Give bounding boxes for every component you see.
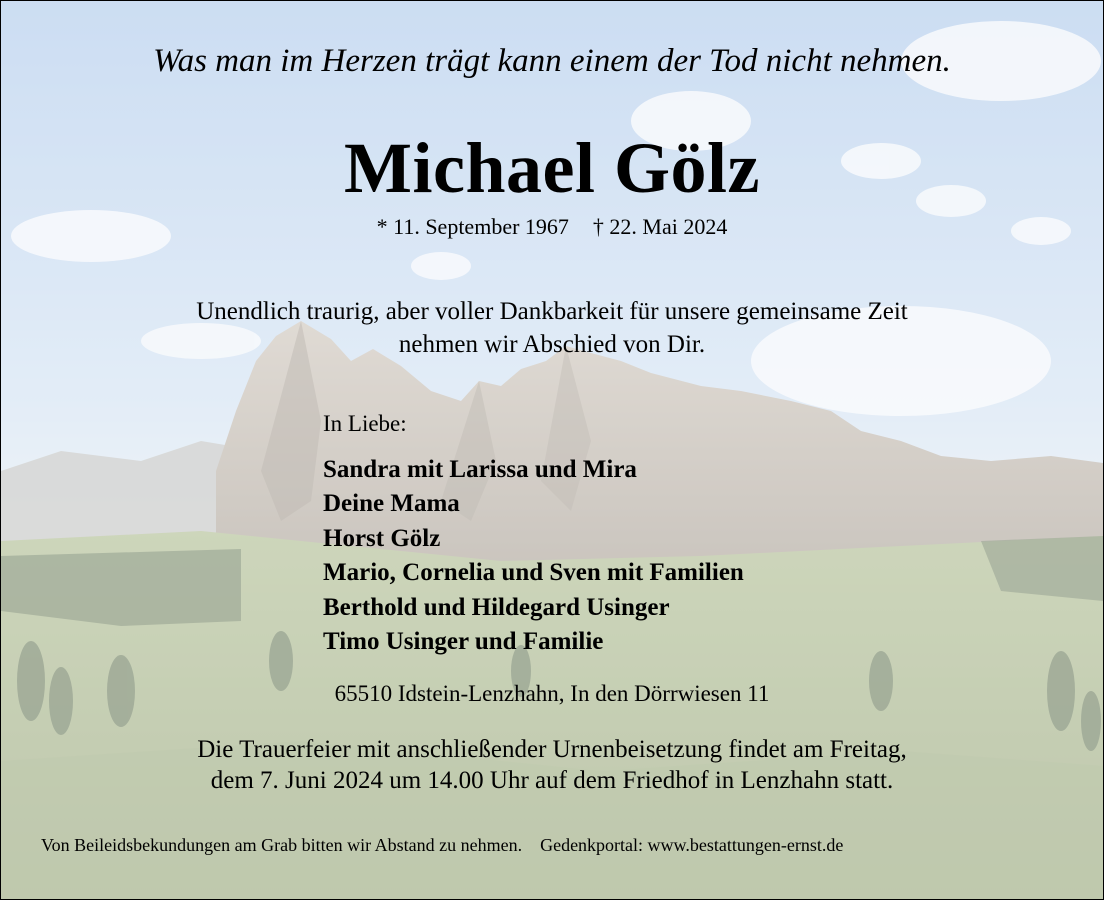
condolence-note: Von Beileidsbekundungen am Grab bitten wir Abstand zu nehmen. (41, 835, 523, 855)
motto: Was man im Herzen trägt kann einem der Tod nicht nehmen. (153, 43, 951, 79)
family-member: Sandra mit Larissa und Mira (323, 456, 637, 483)
farewell-line-1: Unendlich traurig, aber voller Dankbarkeit für unsere gemeinsame Zeit (196, 298, 908, 325)
life-dates (1, 214, 1103, 240)
family-list (323, 453, 744, 659)
family-member: Timo Usinger und Familie (323, 628, 604, 656)
birth-date: * 11. September 1967 (376, 214, 569, 239)
ceremony-line-2: dem 7. Juni 2024 um 14.00 Uhr auf dem Friedhof in Lenzhahn statt. (210, 767, 894, 794)
ceremony-info (1, 734, 1103, 796)
deceased-name: Michael Gölz (344, 128, 760, 208)
family-member: Mario, Cornelia und Sven mit Familien (323, 559, 744, 587)
ceremony-line-1: Die Trauerfeier mit anschließender Urnenbeisetzung findet am Freitag, (197, 736, 907, 763)
memorial-portal: Gedenkportal: www.bestattungen-ernst.de (540, 835, 844, 855)
farewell-line-2: nehmen wir Abschied von Dir. (398, 331, 706, 358)
family-member: Deine Mama (323, 490, 460, 518)
farewell-text (1, 295, 1103, 361)
family-member: Horst Gölz (323, 524, 441, 552)
family-member: Berthold und Hildegard Usinger (323, 593, 670, 621)
address: 65510 Idstein-Lenzhahn, In den Dörrwiesen 11 (334, 681, 770, 706)
death-date: † 22. Mai 2024 (592, 214, 728, 239)
footer (41, 835, 843, 856)
love-label: In Liebe: (323, 411, 407, 436)
